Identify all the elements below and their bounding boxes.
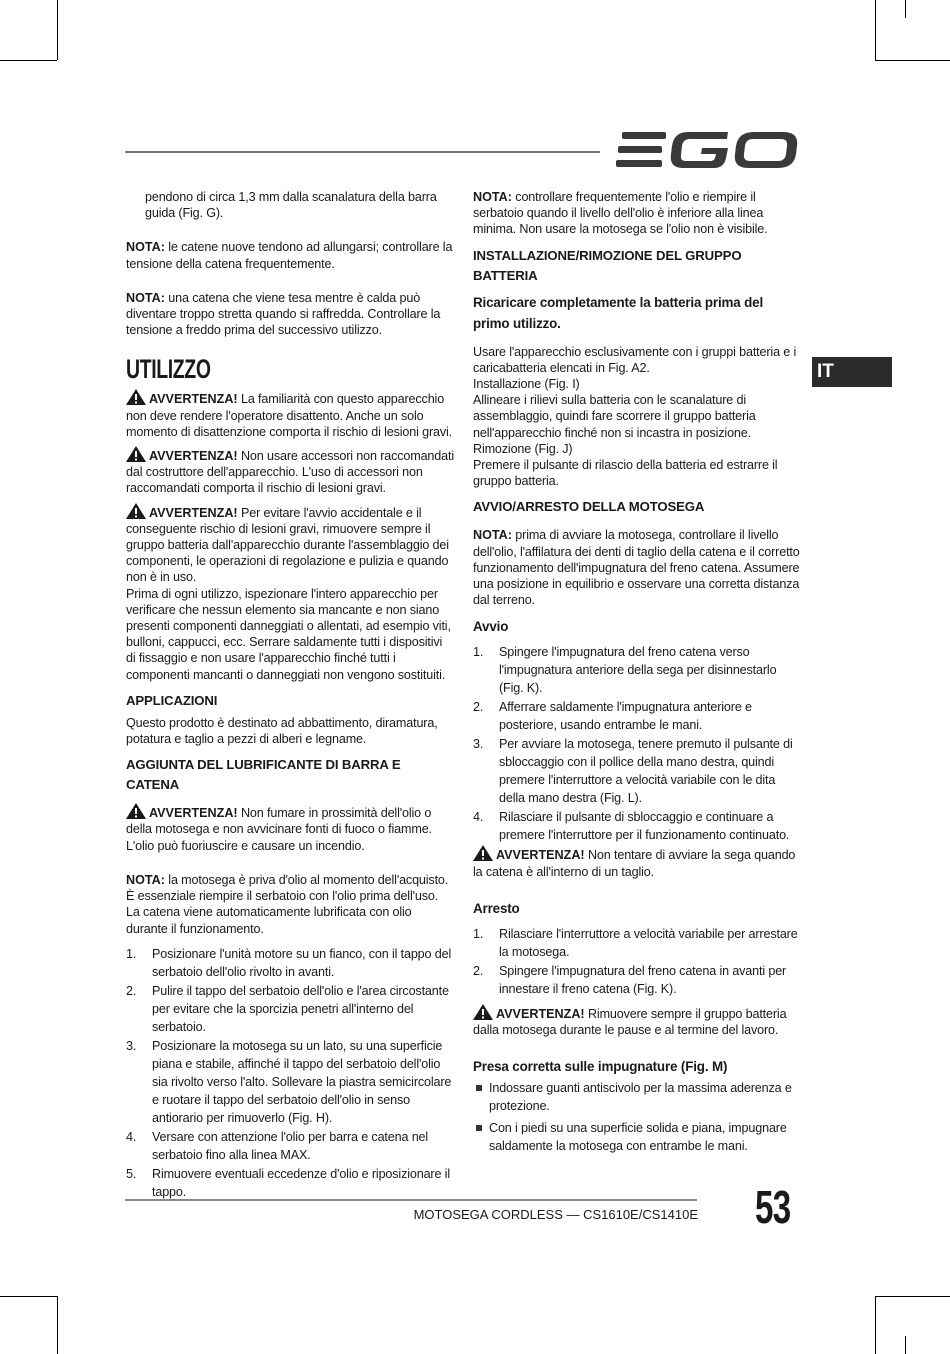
ego-logo — [616, 128, 800, 172]
step-number: 2. — [473, 963, 484, 978]
warning-text: Non fumare in prossimità dell'olio o della motosega e non avvicinare fonti di fuoco o fiamme. L'olio può fuoriuscire e causare un incendio. — [126, 806, 432, 853]
list-item — [473, 808, 800, 844]
step-text: Rilasciare l'interruttore a velocità variabile per arrestare la motosega. — [499, 926, 798, 959]
crop-mark — [875, 60, 950, 61]
note-label: NOTA: — [126, 290, 165, 305]
warning-label: AVVERTENZA! — [496, 848, 585, 863]
warning-paragraph — [126, 803, 454, 854]
step-number: 3. — [473, 737, 484, 752]
crop-mark — [0, 60, 57, 61]
applicazioni-text: Questo prodotto è destinato ad abbattimento, diramatura, potatura e taglio a pezzi di alberi e legname. — [126, 715, 438, 747]
crop-mark — [57, 1296, 58, 1354]
step-text: Posizionare l'unità motore su un fianco, con il tappo del serbatoio dell'olio rivolto in avanti. — [152, 946, 452, 979]
step-number: 1. — [473, 645, 484, 660]
section-title-utilizzo: UTILIZZO — [126, 354, 211, 385]
crop-mark — [875, 1296, 950, 1297]
note-text: una catena che viene tesa mentre è calda può diventare troppo stretta quando si raffredda. Controllare la tensione a freddo prima del successivo utilizzo. — [126, 290, 441, 338]
note-label: NOTA: — [126, 872, 165, 887]
battery-text: Rimozione (Fig. J) — [473, 441, 573, 456]
grip-bullet-list — [473, 1079, 800, 1155]
bullet-square-icon — [476, 1085, 482, 1091]
list-item — [473, 1119, 800, 1155]
warning-triangle-icon — [126, 446, 146, 462]
warning-paragraph — [126, 446, 454, 497]
crop-mark — [875, 0, 876, 60]
left-column — [126, 189, 454, 1202]
battery-text: Premere il pulsante di rilascio della batteria ed estrarre il gruppo batteria. — [473, 458, 778, 489]
step-number: 1. — [126, 946, 137, 961]
warning-triangle-icon — [473, 1004, 493, 1020]
warning-label: AVVERTENZA! — [149, 449, 238, 464]
warning-label: AVVERTENZA! — [149, 505, 238, 520]
warning-text: Rimuovere sempre il gruppo batteria dalla motosega durante le pause e al termine del lavoro. — [473, 1006, 787, 1038]
section-title-applicazioni: APPLICAZIONI — [126, 692, 218, 708]
warning-paragraph — [126, 503, 454, 586]
note-label: NOTA: — [126, 240, 165, 255]
step-text: Rilasciare il pulsante di sbloccaggio e continuare a premere l'interruttore per il funzionamento continuato. — [499, 810, 790, 843]
list-item — [126, 1128, 454, 1164]
note-text: controllare frequentemente l'olio e riempire il serbatoio quando il livello dell'olio è inferiore alla linea minima. Non usare la motosega se l'olio non è visibile. — [473, 190, 768, 237]
arresto-heading: Arresto — [473, 900, 520, 916]
warning-label: AVVERTENZA! — [149, 806, 238, 821]
warning-triangle-icon — [473, 845, 493, 861]
start-steps-list — [473, 643, 800, 844]
section-title-batteria: INSTALLAZIONE/RIMOZIONE DEL GRUPPO BATTERIA — [473, 247, 742, 283]
crop-mark — [0, 1296, 57, 1297]
section-title-lubrificante: AGGIUNTA DEL LUBRIFICANTE DI BARRA E CATENA — [126, 757, 401, 793]
language-tab: IT — [812, 357, 892, 387]
list-item — [473, 925, 800, 961]
step-text: Spingere l'impugnatura del freno catena in avanti per innestare il freno catena (Fig. K). — [499, 963, 787, 996]
step-number: 5. — [126, 1166, 137, 1181]
crop-mark — [905, 0, 906, 18]
page-number: 53 — [755, 1181, 791, 1233]
note-label: NOTA: — [473, 190, 512, 204]
note-paragraph — [473, 189, 800, 238]
note-text: la motosega è priva d'olio al momento dell'acquisto. È essenziale riempire il serbatoio con l'olio prima dell'uso. La catena viene automaticamente lubrificata con olio durante il funzionamento. — [126, 872, 449, 936]
list-item — [126, 1165, 454, 1201]
footer-model-text: MOTOSEGA CORDLESS — CS1610E/CS1410E — [413, 1207, 698, 1222]
stop-steps-list — [473, 925, 800, 998]
step-text: Versare con attenzione l'olio per barra e catena nel serbatoio fino alla linea MAX. — [152, 1129, 429, 1162]
note-paragraph — [473, 527, 800, 608]
warning-triangle-icon — [126, 803, 146, 819]
oil-steps-list — [126, 945, 454, 1201]
footer-rule — [125, 1199, 697, 1201]
note-paragraph — [126, 872, 454, 937]
right-column — [473, 189, 800, 1159]
step-text: Spingere l'impugnatura del freno catena verso l'impugnatura anteriore della sega per disinnestarlo (Fig. K). — [499, 645, 777, 696]
warning-label: AVVERTENZA! — [496, 1006, 585, 1021]
step-number: 3. — [126, 1038, 137, 1053]
warning-text: Non usare accessori non raccomandati dal costruttore dell'apparecchio. L'uso di accessori non raccomandati comporta il rischio di lesioni gravi. — [126, 449, 454, 496]
step-text: Per avviare la motosega, tenere premuto il pulsante di sbloccaggio con il pollice della mano destra, quindi premere l'interruttore a velocità variabile con le dita della mano destra (Fig. L). — [499, 737, 793, 806]
step-number: 4. — [473, 810, 484, 825]
note-paragraph — [126, 239, 454, 271]
battery-text: Allineare i rilievi sulla batteria con le scanalature di assemblaggio, quindi fare scorrere il gruppo batteria nell'apparecchio finché non si incastra in posizione. — [473, 393, 756, 440]
step-text: Pulire il tappo del serbatoio dell'olio e l'area circostante per evitare che la sporcizia penetri all'interno del serbatoio. — [152, 983, 449, 1034]
battery-text: Installazione (Fig. I) — [473, 377, 580, 392]
avvio-heading: Avvio — [473, 619, 509, 635]
note-label: NOTA: — [473, 528, 512, 543]
step-text: Rimuovere eventuali eccedenze d'olio e riposizionare il tappo. — [152, 1166, 450, 1199]
warning-text: Per evitare l'avvio accidentale e il conseguente rischio di lesioni gravi, rimuovere sempre il gruppo batteria dall'apparecchio durante l'assemblaggio dei componenti, le operazioni di regolazione e pulizia e quando non è in uso. — [126, 505, 449, 585]
crop-mark — [875, 1296, 876, 1354]
warning-triangle-icon — [126, 389, 146, 405]
crop-mark — [57, 0, 58, 60]
list-item — [473, 643, 800, 697]
intro-text: pendono di circa 1,3 mm dalla scanalatura della barra guida (Fig. G). — [145, 190, 437, 221]
grip-heading: Presa corretta sulle impugnature (Fig. M) — [473, 1059, 728, 1075]
step-text: Posizionare la motosega su un lato, su una superficie piana e stabile, affinché il tappo del serbatoio dell'olio sia rivolto verso l'alto. Sollevare la piastra semicircolare e ruotare il tappo del serbatoio dell'olio in senso antiorario per rimuoverlo (Fig. H). — [152, 1038, 452, 1125]
list-item — [473, 698, 800, 734]
warning-triangle-icon — [126, 503, 146, 519]
list-item — [126, 982, 454, 1036]
step-text: Afferrare saldamente l'impugnatura anteriore e posteriore, usando entrambe le mani. — [499, 700, 752, 733]
note-paragraph — [126, 290, 454, 339]
step-number: 1. — [473, 926, 484, 941]
step-number: 2. — [473, 700, 484, 715]
battery-text: Usare l'apparecchio esclusivamente con i gruppi batteria e i caricabatteria elencati in Fig. A2. — [473, 344, 797, 375]
section-title-avvio-arresto: AVVIO/ARRESTO DELLA MOTOSEGA — [473, 499, 705, 515]
list-item — [126, 945, 454, 981]
crop-mark — [905, 1336, 906, 1354]
list-item — [473, 962, 800, 998]
header-rule — [125, 151, 600, 153]
warning-paragraph — [473, 845, 800, 879]
warning-text: Non tentare di avviare la sega quando la catena è all'interno di un taglio. — [473, 848, 796, 879]
list-item — [473, 1079, 800, 1115]
recharge-heading: Ricaricare completamente la batteria prima del primo utilizzo. — [473, 294, 764, 331]
note-text: le catene nuove tendono ad allungarsi; controllare la tensione della catena frequentemente. — [126, 240, 453, 271]
bullet-square-icon — [476, 1125, 482, 1131]
list-item — [126, 1037, 454, 1127]
list-item — [473, 735, 800, 807]
inspection-text: Prima di ogni utilizzo, ispezionare l'intero apparecchio per verificare che nessun elemento sia mancante e non siano presenti componenti danneggiati o allentati, ad esempio viti, bulloni, cappucci, ecc. Serrare saldamente tutti i dispositivi di fissaggio e non usare l'apparecchio finché tutti i componenti mancanti o danneggiati non vengono sostituiti. — [126, 586, 451, 682]
warning-label: AVVERTENZA! — [149, 392, 238, 407]
warning-paragraph — [473, 1004, 800, 1038]
note-text: prima di avviare la motosega, controllare il livello dell'olio, l'affilatura dei denti di taglio della catena e il corretto funzionamento dell'impugnatura del freno catena. Assumere una posizione in equilibrio e osservare una corretta distanza dal terreno. — [473, 528, 800, 608]
step-number: 2. — [126, 983, 137, 998]
warning-text: La familiarità con questo apparecchio non deve rendere l'operatore disattento. Anche un solo momento di disattenzione comporta il rischio di lesioni gravi. — [126, 392, 452, 439]
bullet-text: Indossare guanti antiscivolo per la massima aderenza e protezione. — [489, 1081, 792, 1114]
bullet-text: Con i piedi su una superficie solida e piana, impugnare saldamente la motosega con entrambe le mani. — [489, 1121, 787, 1154]
step-number: 4. — [126, 1129, 137, 1144]
warning-paragraph — [126, 389, 454, 440]
